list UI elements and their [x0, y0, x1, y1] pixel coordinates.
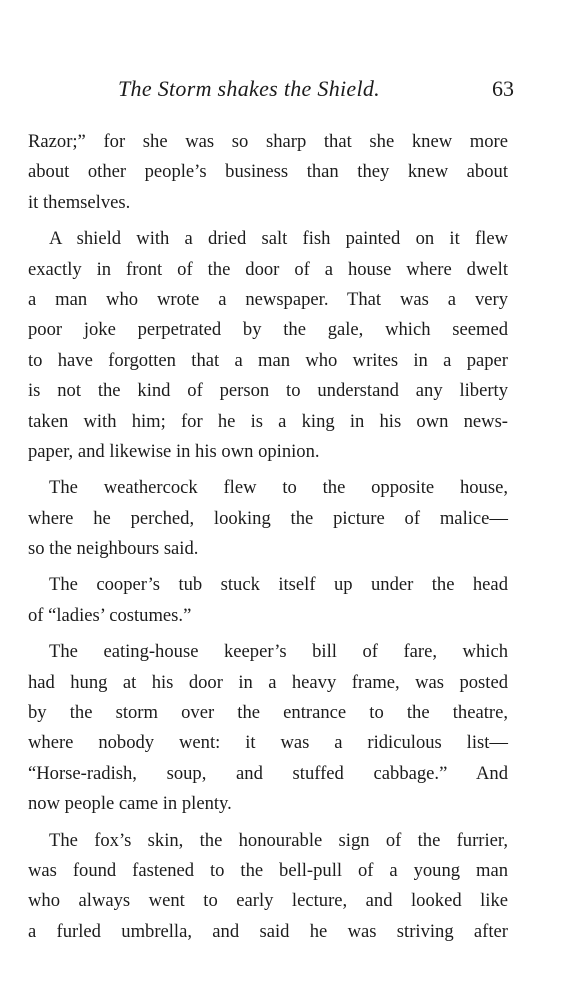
text-line: of “ladies’ costumes.”: [28, 604, 192, 626]
text-line: a man who wrote a newspaper. That was a very: [28, 288, 508, 310]
text-line: The cooper’s tub stuck itself up under the head: [49, 574, 508, 596]
text-line: “Horse-radish, soup, and stuffed cabbage.” And: [28, 762, 508, 784]
text-line: a furled umbrella, and said he was striving after: [28, 920, 508, 942]
text-line: paper, and likewise in his own opinion.: [28, 440, 320, 462]
text-line: by the storm over the entrance to the theatre,: [28, 702, 508, 724]
text-line: is not the kind of person to understand any liberty: [28, 380, 508, 402]
paragraph-5: [28, 637, 508, 819]
text-line: it themselves.: [28, 191, 131, 213]
running-title: The Storm shakes the Shield.: [118, 76, 380, 101]
paragraph-2: [28, 224, 508, 467]
paragraph-1: [28, 127, 508, 218]
text-line: so the neighbours said.: [28, 538, 199, 560]
text-line: A shield with a dried salt fish painted on it flew: [49, 228, 508, 250]
text-line: who always went to early lecture, and looked like: [28, 890, 508, 912]
page-number: 63: [492, 76, 514, 101]
text-line: The fox’s skin, the honourable sign of the furrier,: [49, 829, 508, 851]
text-line: now people came in plenty.: [28, 793, 232, 815]
text-line: about other people’s business than they knew about: [28, 161, 508, 183]
text-line: had hung at his door in a heavy frame, was posted: [28, 671, 508, 693]
text-line: was found fastened to the bell-pull of a young man: [28, 859, 508, 881]
text-line: exactly in front of the door of a house where dwelt: [28, 258, 508, 280]
text-line: The weathercock flew to the opposite house,: [49, 477, 508, 499]
paragraph-6: [28, 826, 508, 948]
text-line: Razor;” for she was so sharp that she knew more: [28, 131, 508, 152]
body-text: [28, 127, 508, 947]
text-line: taken with him; for he is a king in his own news-: [28, 410, 508, 432]
text-line: to have forgotten that a man who writes in a paper: [28, 349, 508, 371]
text-line: poor joke perpetrated by the gale, which seemed: [28, 319, 508, 341]
text-line: where he perched, looking the picture of malice—: [28, 507, 508, 529]
running-head: [28, 76, 516, 108]
paragraph-3: [28, 473, 508, 564]
paragraph-4: [28, 570, 508, 631]
text-line: The eating-house keeper’s bill of fare, which: [49, 641, 508, 663]
text-line: where nobody went: it was a ridiculous list—: [28, 732, 508, 754]
